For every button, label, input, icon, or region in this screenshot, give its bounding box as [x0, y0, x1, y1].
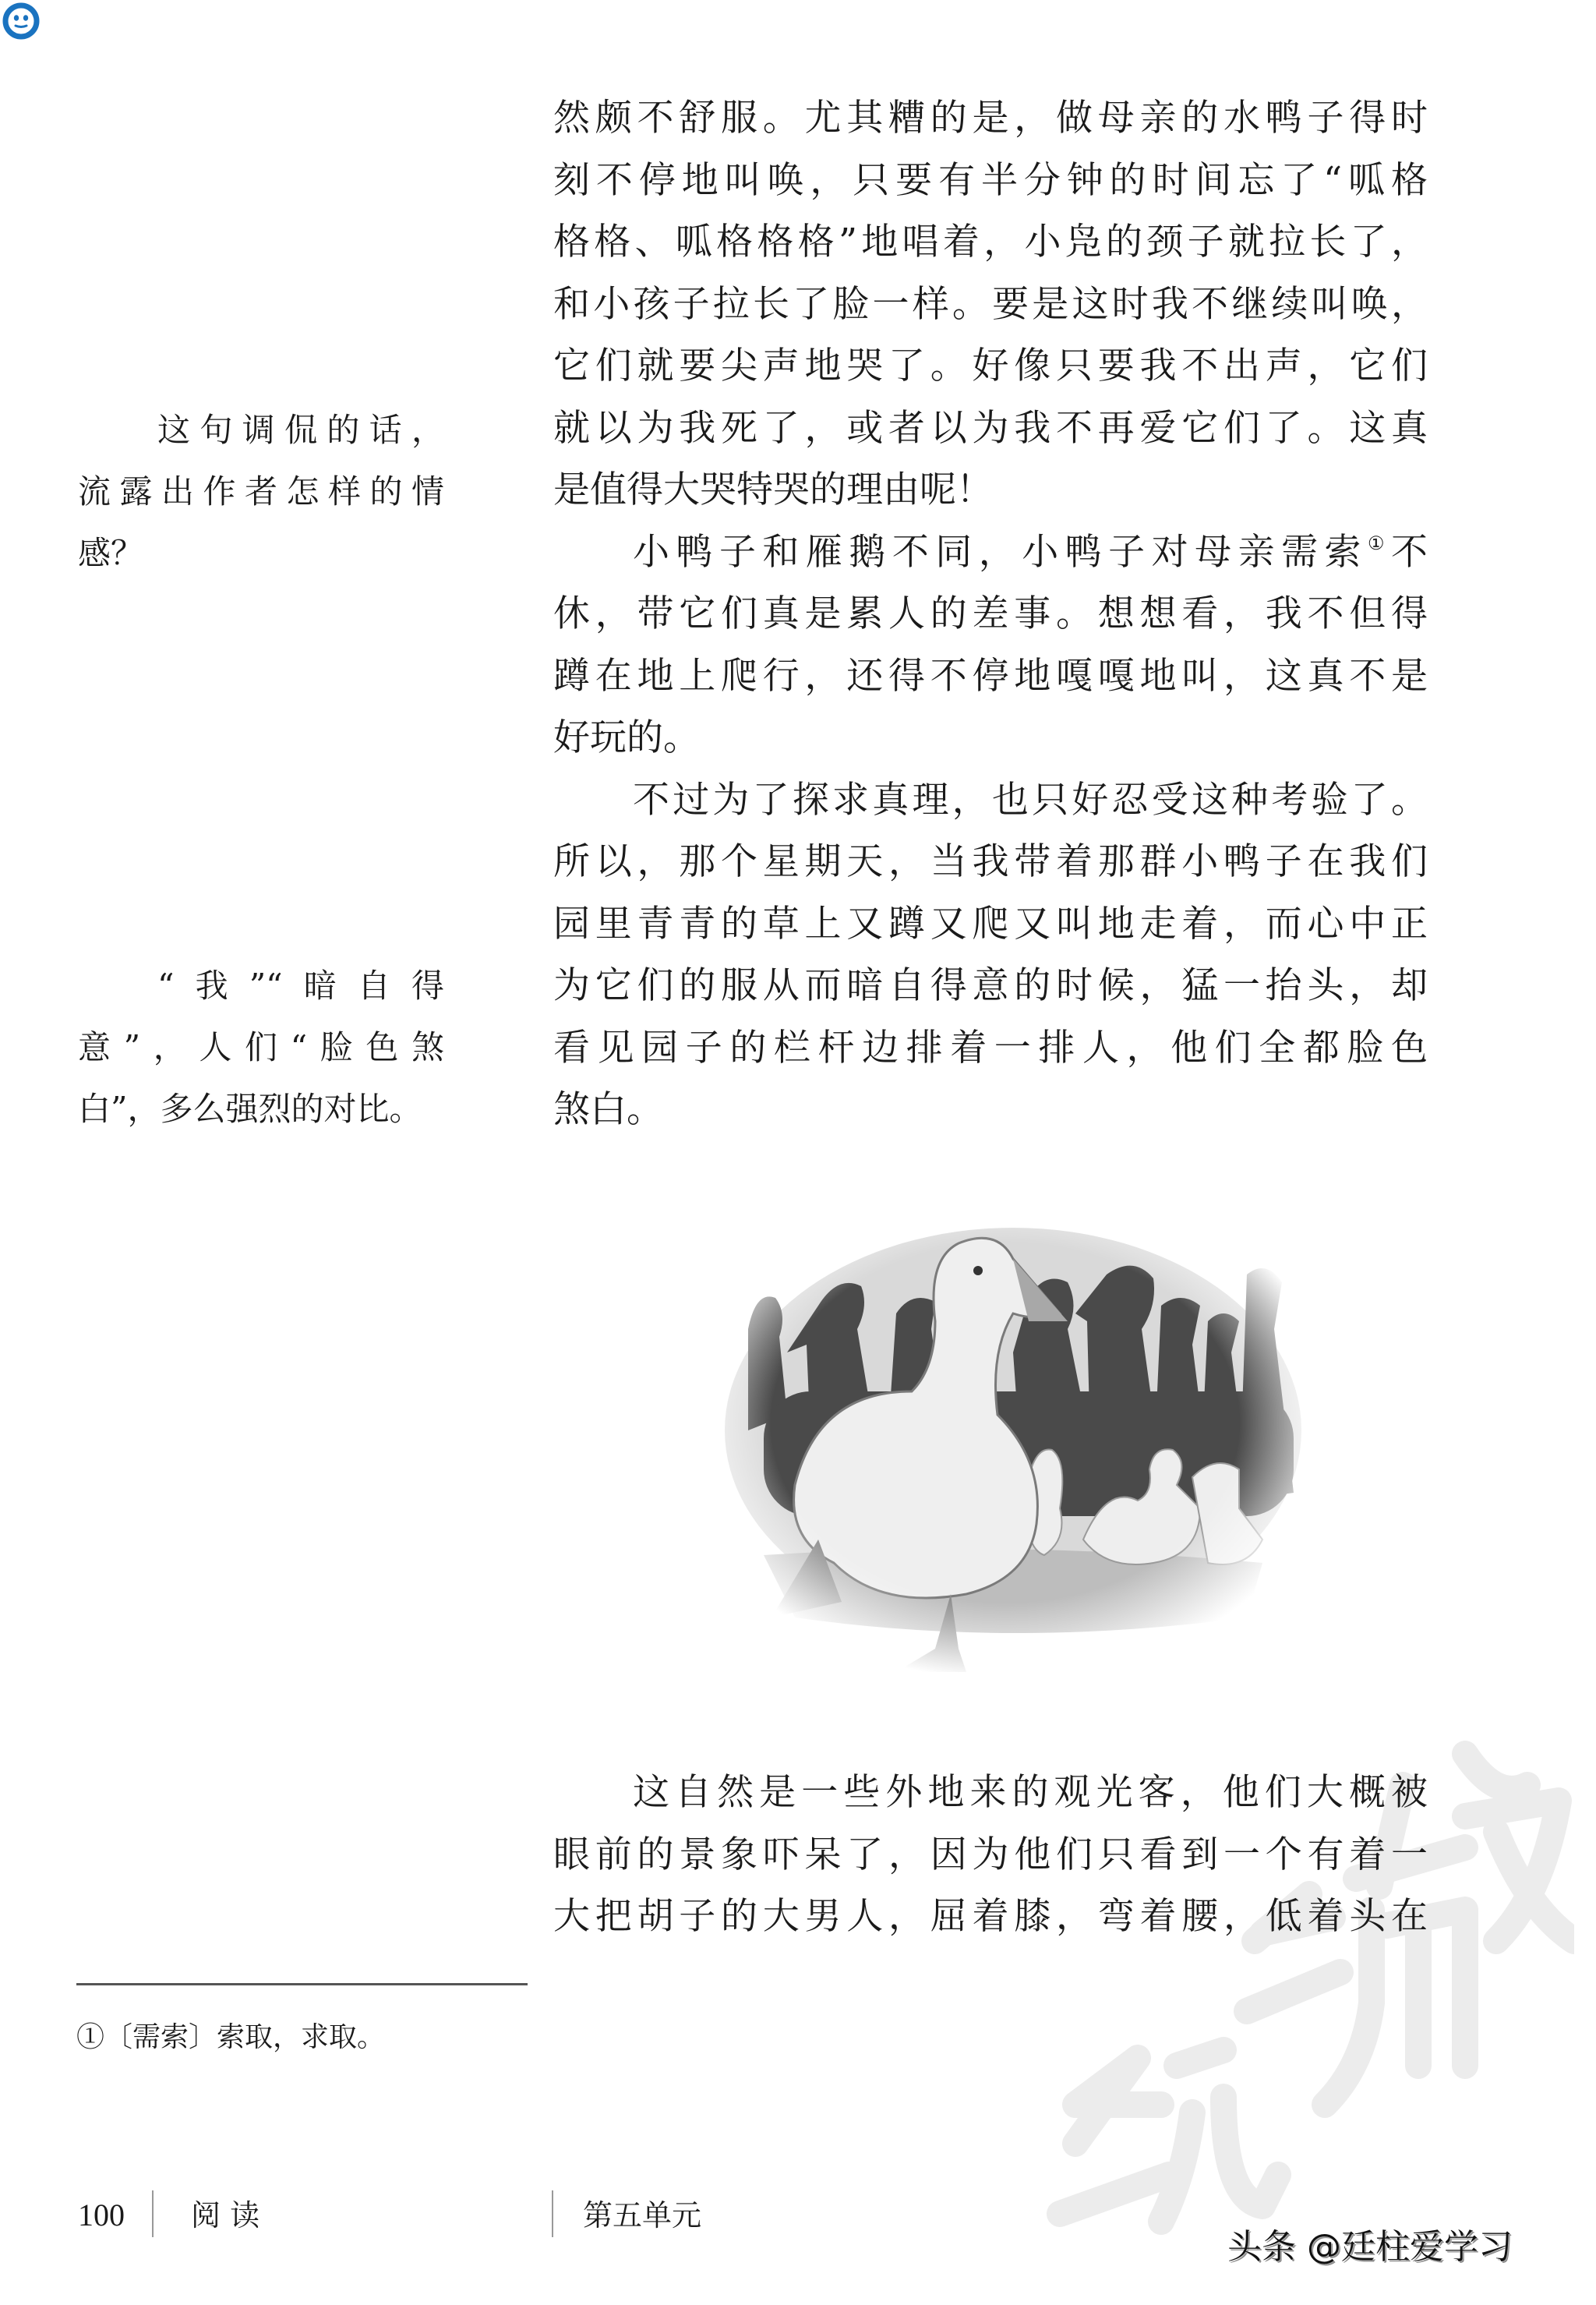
side-note-line: 白”，多么强烈的对比。	[78, 1090, 422, 1128]
text-span: 不	[1391, 530, 1428, 574]
footer-separator	[152, 2190, 154, 2237]
side-note-line: 意”，人们“脸色煞	[78, 1028, 444, 1066]
side-note-line: 感？	[78, 534, 144, 572]
text-line: 和小孩子拉长了脸一样。要是这时我不继续叫唤，	[553, 282, 1428, 326]
text-line: 所以，那个星期天，当我带着那群小鸭子在我们	[553, 840, 1428, 883]
text-line: 休，带它们真是累人的差事。想想看，我不但得	[553, 592, 1428, 635]
page-number: 100	[78, 2197, 125, 2233]
text-line: 它们就要尖声地哭了。好像只要我不出声，它们	[553, 345, 1428, 387]
duck-illustration	[701, 1212, 1309, 1680]
text-line: 眼前的景象吓呆了，因为他们只看到一个有着一	[553, 1833, 1428, 1876]
text-span: 小鸭子和雁鹅不同，小鸭子对母亲需索	[633, 530, 1368, 574]
source-credit: 头条 @廷柱爱学习	[1227, 2227, 1513, 2267]
footnote: ①〔需索〕索取，求取。	[76, 2021, 386, 2053]
text-line: 园里青青的草上又蹲又爬又叫地走着，而心中正	[553, 902, 1428, 946]
text-line: 好玩的。	[553, 716, 700, 759]
main-text-continued	[553, 1762, 1428, 1948]
text-line: 不过为了探求真理，也只好忍受这种考验了。	[633, 778, 1428, 822]
footnote-divider	[76, 1983, 528, 1985]
text-line: 格格、呱格格格”地唱着，小凫的颈子就拉长了，	[553, 221, 1428, 263]
smiley-icon	[2, 2, 40, 40]
side-note-line: 这句调侃的话，	[157, 411, 444, 449]
text-line: 蹲在地上爬行，还得不停地嘎嘎地叫，这真不是	[553, 654, 1428, 698]
text-line: 为它们的服从而暗自得意的时候，猛一抬头，却	[553, 964, 1428, 1007]
footnote-reference[interactable]: ①	[1368, 532, 1392, 554]
text-line: 看见园子的栏杆边排着一排人，他们全都脸色	[553, 1026, 1428, 1069]
footer-separator	[552, 2190, 553, 2237]
text-line: 这自然是一些外地来的观光客，他们大概被	[633, 1771, 1428, 1814]
side-note-line: 流露出作者怎样的情	[78, 472, 444, 511]
text-line: 大把胡子的大男人，屈着膝，弯着腰，低着头在	[553, 1895, 1428, 1938]
unit-label: 第五单元	[583, 2198, 702, 2233]
paragraph-2-first-line	[553, 521, 1428, 584]
side-note-line: “我”“暗自得	[157, 967, 444, 1005]
text-line: 刻不停地叫唤，只要有半分钟的时间忘了“呱格	[553, 158, 1428, 202]
text-line: 是值得大哭特哭的理由呢！	[553, 468, 993, 511]
text-line: 就以为我死了，或者以为我不再爱它们了。这真	[553, 406, 1428, 450]
main-text-column	[553, 87, 1428, 1141]
text-line: 煞白。	[553, 1088, 663, 1131]
text-line: 然颇不舒服。尤其糟的是，做母亲的水鸭子得时	[553, 97, 1428, 140]
section-label: 阅 读	[191, 2198, 260, 2233]
side-note-2	[78, 955, 444, 1140]
side-note-1	[78, 399, 444, 584]
